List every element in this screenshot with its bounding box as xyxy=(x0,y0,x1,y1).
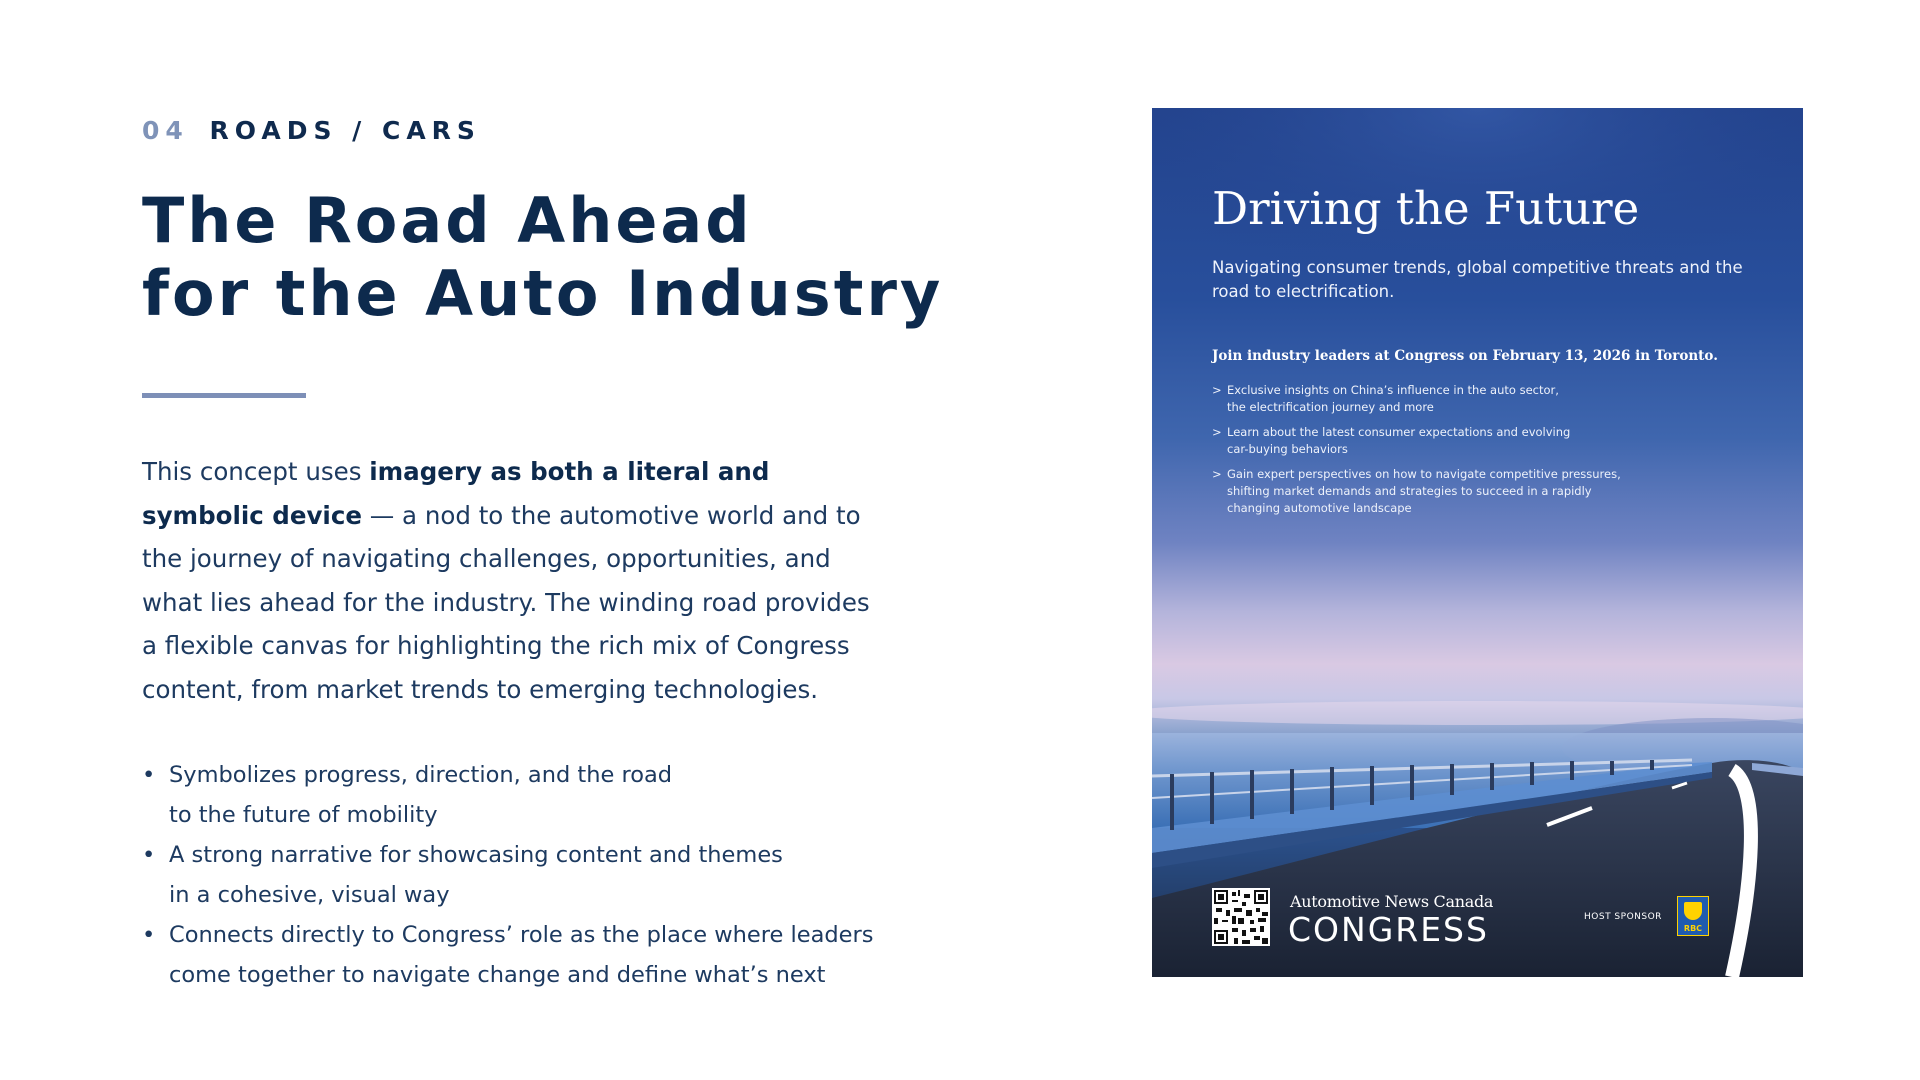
poster-join-line: Join industry leaders at Congress on February 13, 2026 in Toronto. xyxy=(1212,348,1718,364)
poster-subtitle: Navigating consumer trends, global competitive threats and the road to electrification. xyxy=(1212,258,1743,301)
bullet-icon: • xyxy=(142,922,156,948)
body-paragraph xyxy=(142,450,882,711)
title-line-1: The Road Ahead xyxy=(142,184,753,257)
section-label: ROADS / CARS xyxy=(209,116,481,145)
poster-item-line: Exclusive insights on China’s influence in the auto sector, xyxy=(1227,383,1559,397)
bullet-line: in a cohesive, visual way xyxy=(169,882,450,908)
bullet-line: Connects directly to Congress’ role as the place where leaders xyxy=(169,922,874,948)
brand-congress-logo: CONGRESS xyxy=(1288,910,1489,949)
poster-list xyxy=(1212,382,1772,525)
title-line-2: for the Auto Industry xyxy=(142,257,944,330)
poster-item-line: Learn about the latest consumer expectations and evolving xyxy=(1227,425,1571,439)
list-item xyxy=(1212,382,1772,416)
poster-item-line: Gain expert perspectives on how to navigate competitive pressures, xyxy=(1227,467,1621,481)
brand-publication-name: Automotive News Canada xyxy=(1290,892,1494,911)
poster-title: Driving the Future xyxy=(1212,182,1640,235)
chevron-right-icon: > xyxy=(1212,467,1222,481)
rbc-shield-icon xyxy=(1684,902,1702,920)
body-intro: This concept uses xyxy=(142,457,370,486)
bullet-line: to the future of mobility xyxy=(169,802,438,828)
rbc-logo-icon xyxy=(1677,896,1709,936)
list-item xyxy=(1212,424,1772,458)
poster-item-line: the electrification journey and more xyxy=(1227,400,1434,414)
list-item xyxy=(1212,466,1772,517)
bullet-line: Symbolizes progress, direction, and the road xyxy=(169,762,673,788)
poster-item-line: shifting market demands and strategies to succeed in a rapidly xyxy=(1227,484,1592,498)
section-eyebrow xyxy=(142,116,481,145)
poster-item-line: car-buying behaviors xyxy=(1227,442,1348,456)
chevron-right-icon: > xyxy=(1212,383,1222,397)
rbc-logo-text: RBC xyxy=(1683,924,1703,933)
list-item xyxy=(142,915,902,995)
poster-item-line: changing automotive landscape xyxy=(1227,501,1412,515)
section-number: 04 xyxy=(142,116,189,145)
bullet-icon: • xyxy=(142,762,156,788)
chevron-right-icon: > xyxy=(1212,425,1222,439)
list-item xyxy=(142,755,902,835)
bullet-icon: • xyxy=(142,842,156,868)
bullet-line: come together to navigate change and define what’s next xyxy=(169,962,826,988)
bullet-line: A strong narrative for showcasing content and themes xyxy=(169,842,783,868)
page-title xyxy=(142,184,944,330)
accent-divider xyxy=(142,393,306,398)
list-item xyxy=(142,835,902,915)
body-bold-phrase: imagery as both a literal and symbolic device xyxy=(142,457,770,530)
road-scene-illustration xyxy=(1152,108,1803,977)
poster-image xyxy=(1152,108,1803,977)
bullet-list xyxy=(142,755,902,995)
host-sponsor-label: HOST SPONSOR xyxy=(1584,912,1662,922)
body-rest: — a nod to the automotive world and to the journey of navigating challenges, opportunities, and what lies ahead for the industry. The winding road provides a flexible canvas for highlighting the rich mix of Congress content, from market trends to emerging technologies. xyxy=(142,500,870,704)
qr-code-icon xyxy=(1212,888,1270,946)
